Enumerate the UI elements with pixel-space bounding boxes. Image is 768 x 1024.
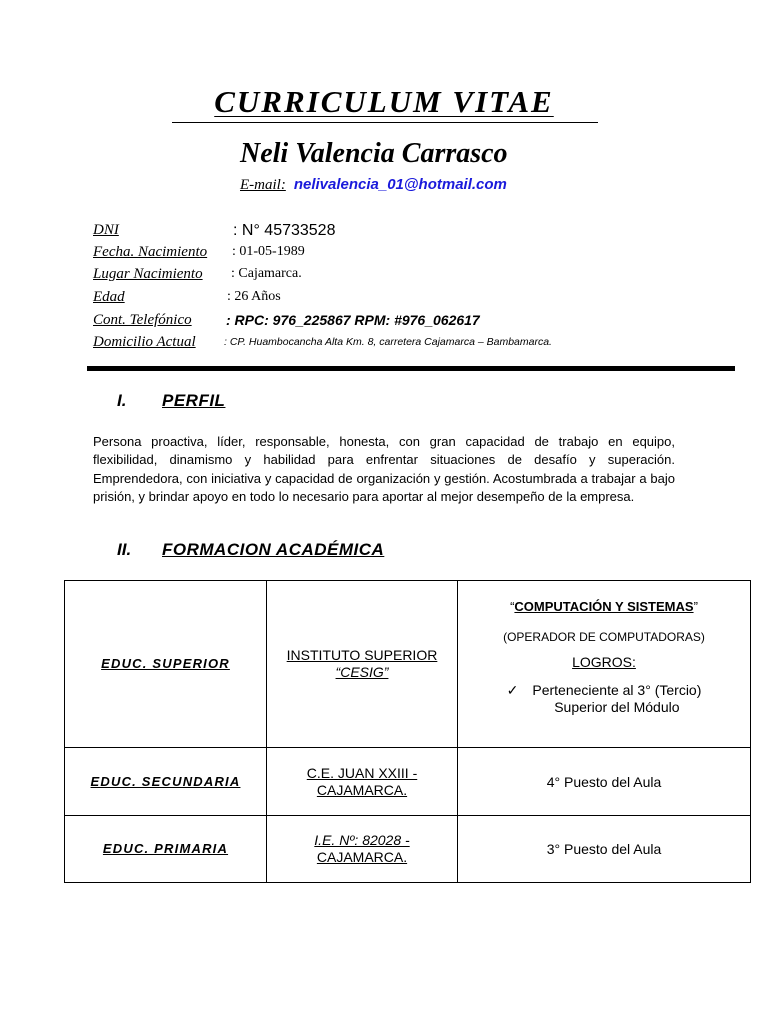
info-label: Domicilio Actual	[93, 334, 196, 350]
section-title: PERFIL	[162, 391, 226, 410]
institution-name-line2: CAJAMARCA.	[316, 781, 408, 798]
career-line	[464, 599, 744, 614]
section-number: I.	[117, 391, 127, 410]
achievement-text: 3° Puesto del Aula	[546, 841, 662, 857]
quote-close: ”	[693, 599, 698, 614]
info-label: Cont. Telefónico	[93, 312, 192, 328]
education-table	[64, 580, 751, 883]
achievement-text: Perteneciente al 3° (Tercio)	[532, 682, 702, 698]
section-formacion-heading	[117, 540, 517, 562]
title-double-underline	[172, 122, 598, 123]
info-value: : CP. Huambocancha Alta Km. 8, carretera Cajamarca – Bambamarca.	[224, 336, 552, 348]
section-number: II.	[117, 540, 132, 559]
achievement-cell	[458, 748, 751, 816]
email-line	[240, 176, 507, 194]
logros-label: LOGROS	[572, 654, 632, 670]
table-row	[65, 816, 751, 883]
info-value: : 26 Años	[227, 289, 281, 304]
career-subtitle: (OPERADOR DE COMPUTADORAS)	[503, 630, 705, 644]
info-value: : 01-05-1989	[232, 244, 305, 259]
info-label: DNI	[93, 222, 119, 238]
document-title: CURRICULUM VITAE	[214, 84, 554, 119]
logros-colon: :	[632, 654, 636, 670]
achievement-text-line2: Superior del Módulo	[554, 699, 680, 715]
education-level-cell	[65, 581, 267, 748]
institution-name: I.E. Nº: 82028 -	[314, 832, 410, 848]
achievement-bullet	[464, 682, 744, 716]
table-row	[65, 748, 751, 816]
info-value: : Cajamarca.	[231, 266, 302, 281]
education-level-cell	[65, 816, 267, 883]
education-level: EDUC. PRIMARIA	[102, 841, 229, 856]
institution-name: INSTITUTO SUPERIOR	[286, 647, 438, 663]
achievement-cell	[458, 816, 751, 883]
section-perfil-heading	[117, 391, 417, 413]
info-value: : N° 45733528	[233, 222, 336, 239]
education-level: EDUC. SECUNDARIA	[90, 773, 241, 789]
candidate-name: Neli Valencia Carrasco	[240, 138, 508, 169]
info-value: : RPC: 976_225867 RPM: #976_062617	[226, 312, 480, 328]
table-row	[65, 581, 751, 748]
institution-cell	[267, 748, 458, 816]
info-label: Lugar Nacimiento	[93, 266, 203, 282]
institution-name-line2: “CESIG”	[335, 664, 389, 680]
section-title: FORMACION ACADÉMICA	[162, 540, 385, 559]
profile-paragraph: Persona proactiva, líder, responsable, honesta, con gran capacidad de trabajo en equipo, flexibilidad, dinamismo y habilidad para enfrentar situaciones de desafío y superación. Emprendedora, con iniciativa y capacidad de organización y gestión. Acostumbrada a trabajar a bajo prisión, y brindar apoyo en todo lo necesario para aportar al mejor desempeño de la empresa.	[93, 434, 675, 504]
quote-open: “	[510, 599, 515, 614]
institution-name-line2: CAJAMARCA.	[316, 849, 408, 865]
email-label: E-mail:	[240, 177, 286, 193]
achievement-text: 4° Puesto del Aula	[546, 773, 662, 790]
email-address[interactable]: nelivalencia_01@hotmail.com	[293, 176, 507, 193]
logros-line	[464, 654, 744, 670]
institution-cell	[267, 816, 458, 883]
institution-cell	[267, 581, 458, 748]
education-level: EDUC. SUPERIOR	[101, 656, 230, 671]
info-label: Fecha. Nacimiento	[93, 244, 208, 260]
achievement-cell	[458, 581, 751, 748]
section-divider	[87, 366, 735, 371]
institution-name: C.E. JUAN XXIII -	[306, 764, 418, 781]
education-level-cell	[65, 748, 267, 816]
career-name: COMPUTACIÓN Y SISTEMAS	[514, 599, 694, 614]
check-mark-icon: ✓	[506, 682, 519, 698]
info-label: Edad	[93, 289, 125, 305]
